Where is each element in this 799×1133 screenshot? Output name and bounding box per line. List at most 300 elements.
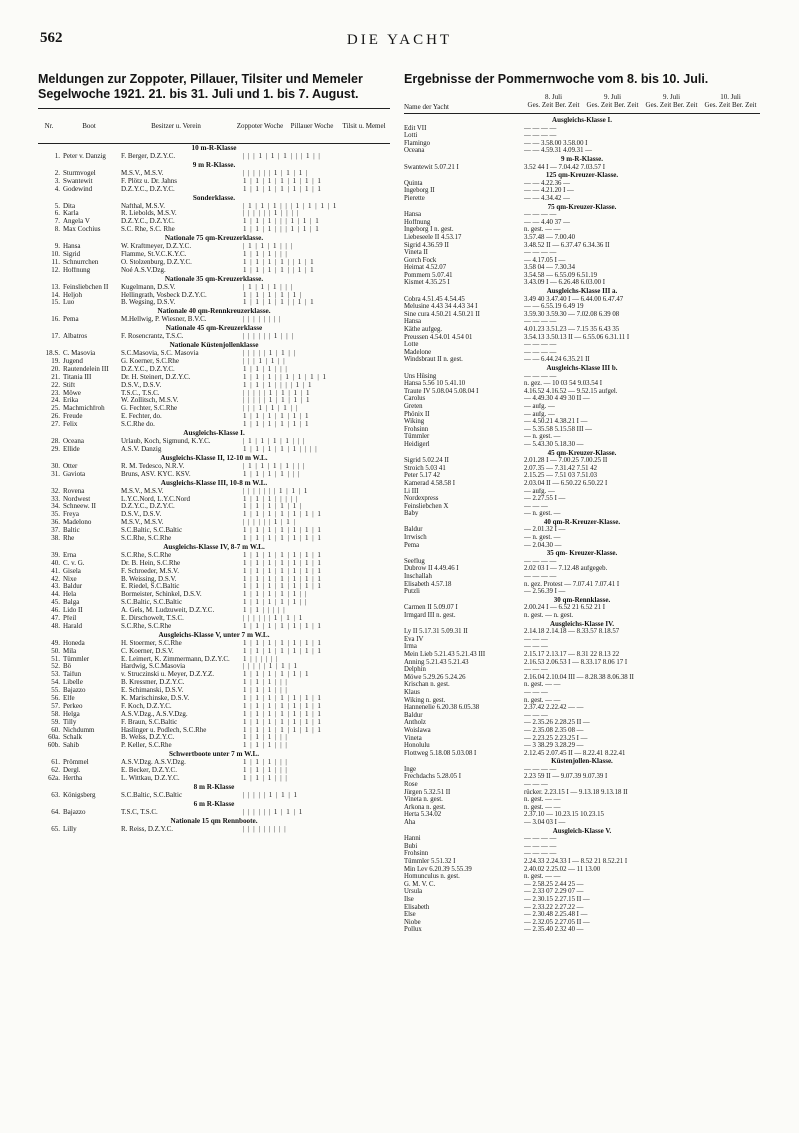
owner-club: F. Braun, S.C.Baltic xyxy=(121,718,178,726)
entry-number: 57. xyxy=(51,702,60,710)
race-times: — — 6.55.19 6.49 19 xyxy=(524,303,584,311)
regatta-marks: 1 | 1 | 1 | 1 | | 1 | 1 xyxy=(243,266,315,274)
table-row xyxy=(404,651,760,659)
registrations-list xyxy=(38,144,390,834)
table-row xyxy=(404,888,760,896)
race-times: — — — xyxy=(524,502,548,510)
table-row xyxy=(38,742,390,750)
regatta-marks: 1 | 1 | 1 | 1 | 1 | 1 | 1 xyxy=(243,622,322,630)
owner-club: D.Z.Y.C., D.Z.Y.C. xyxy=(121,503,175,511)
yacht-name: Phönix II xyxy=(404,410,430,418)
race-times: — — — — xyxy=(524,132,557,140)
table-row xyxy=(404,164,760,172)
entry-number: 38. xyxy=(51,534,60,542)
registrations-column xyxy=(38,72,390,834)
yacht-name: Liebeseele II 4.53.17 xyxy=(404,233,462,241)
regatta-marks: | | | | | | | | xyxy=(243,316,282,324)
results-list xyxy=(404,116,760,934)
yacht-name: Wiking xyxy=(404,418,425,426)
entry-number: 19. xyxy=(51,358,60,366)
race-times: 2.14.18 2.14.18 — 8.33.57 8.18.57 xyxy=(524,628,620,636)
header-nr: Nr. xyxy=(38,109,60,144)
race-times: — 2.33 07 2.29 07 — xyxy=(524,888,584,896)
owner-club: S.C.Rhe, S.C.Rhe xyxy=(121,534,172,542)
entry-number: 30. xyxy=(51,462,60,470)
table-row xyxy=(404,495,760,503)
yacht-name: Tümmler xyxy=(404,433,430,441)
boat-name: Bajazzo xyxy=(63,687,86,695)
race-times: — 5.43.30 5.18.30 — xyxy=(524,440,584,448)
table-row xyxy=(38,170,390,178)
boat-name: C. Masovia xyxy=(63,350,96,358)
table-row xyxy=(404,534,760,542)
boat-name: Hoffnung xyxy=(63,266,91,274)
race-times: 3.43.09 I — 6.26.48 6.03.00 I xyxy=(524,279,605,287)
table-row xyxy=(38,382,390,390)
race-times: — 5.35.58 5.15.58 III — xyxy=(524,425,592,433)
table-row xyxy=(404,835,760,843)
table-row xyxy=(38,552,390,560)
entry-number: 11. xyxy=(51,258,60,266)
owner-club: M.S.V., M.S.V. xyxy=(121,169,164,177)
table-row xyxy=(404,750,760,758)
table-row xyxy=(404,674,760,682)
regatta-marks: 1 | 1 | 1 | | | xyxy=(243,742,288,750)
table-row xyxy=(404,819,760,827)
yacht-name: Vineta xyxy=(404,734,422,742)
header-tilsit: Tilsit u. Memel xyxy=(338,109,390,144)
entry-number: 31. xyxy=(51,470,60,478)
table-row xyxy=(404,226,760,234)
entry-number: 61. xyxy=(51,759,60,767)
yacht-name: Elisabeth 4.57.18 xyxy=(404,580,452,588)
yacht-name: Pema xyxy=(404,541,420,549)
regatta-marks: 1 | 1 | 1 | 1 | 1 | 1 | 1 xyxy=(243,702,322,710)
table-row xyxy=(38,299,390,307)
table-row xyxy=(38,560,390,568)
table-row xyxy=(404,249,760,257)
class-heading: Schwertboote unter 7 m W.L. xyxy=(168,750,260,759)
race-times: — — — — xyxy=(524,124,557,132)
race-times: n. gest. — — xyxy=(524,696,561,704)
boat-name: Baldur xyxy=(63,583,83,591)
race-times: 3.52 44 I — 7.04.42 7.03.57 I xyxy=(524,163,605,171)
yacht-name: Hanni xyxy=(404,835,421,843)
table-row xyxy=(38,350,390,358)
boat-name: Mila xyxy=(63,647,77,655)
table-row xyxy=(404,373,760,381)
yacht-name: Preussen 4.54.01 4.54 01 xyxy=(404,333,473,341)
table-row xyxy=(404,581,760,589)
boat-name: Dita xyxy=(63,202,76,210)
boat-name: Hansa xyxy=(63,243,81,251)
boat-name: Gaviota xyxy=(63,470,86,478)
yacht-name: Edit VII xyxy=(404,124,427,132)
table-row xyxy=(38,488,390,496)
race-times: — aufg. — xyxy=(524,402,555,410)
yacht-name: Hoffnung xyxy=(404,218,431,226)
table-row xyxy=(38,463,390,471)
yacht-name: Krischan n. gest. xyxy=(404,681,450,689)
yacht-name: Aha xyxy=(404,819,416,827)
entry-number: 60. xyxy=(51,726,60,734)
boat-name: Pema xyxy=(63,316,79,324)
entry-number: 1. xyxy=(54,153,60,160)
yacht-name: Antholz xyxy=(404,719,426,727)
entry-number: 29. xyxy=(51,445,60,453)
regatta-marks: | | | | | | 1 | 1 | xyxy=(243,519,296,527)
regatta-marks: 1 | 1 | 1 | 1 | 1 | 1 | 1 xyxy=(243,647,322,655)
owner-club: Kugelmann, D.S.V. xyxy=(121,283,176,291)
table-row xyxy=(404,926,760,934)
table-row xyxy=(404,279,760,287)
regatta-marks: | | | | | | 1 | | | | xyxy=(243,210,300,218)
yacht-name: Ingeborg I n. gest. xyxy=(404,226,454,234)
entry-number: 63. xyxy=(51,791,60,799)
boat-name: Sturmvogel xyxy=(63,169,96,177)
owner-club: Urlaub, Koch, Sigmund, K.Y.C. xyxy=(121,438,211,446)
owner-club: O. Stolzenburg, D.Z.Y.C. xyxy=(121,258,192,266)
registrations-table-header xyxy=(38,108,390,144)
class-heading: Ausgleichs-Klasse IV. xyxy=(549,619,615,628)
entry-number: 48. xyxy=(51,622,60,630)
yacht-name: Li III xyxy=(404,487,419,495)
entry-number: 47. xyxy=(51,614,60,622)
table-row xyxy=(404,303,760,311)
yacht-name: Arkona n. gest. xyxy=(404,803,446,811)
boat-name: Tümmler xyxy=(63,655,90,663)
race-times: — — 6.44.24 6.35.21 II xyxy=(524,356,590,364)
yacht-name: Jürgen 5.32.51 II xyxy=(404,788,451,796)
regatta-marks: | | | | | | 1 | 1 | 1 | xyxy=(243,169,309,177)
entry-number: 21. xyxy=(51,373,60,381)
owner-club: Bormeister, Schinkel, D.S.V. xyxy=(121,591,202,599)
owner-club: W. Zollitsch, M.S.V. xyxy=(121,397,179,405)
class-heading: 8 m R-Klasse xyxy=(193,782,235,791)
table-row xyxy=(404,881,760,889)
owner-club: E. Leimert, K. Zimmermann, D.Z.Y.C. xyxy=(121,655,230,663)
class-heading: Nationale 35 qm-Kreuzerklasse. xyxy=(164,274,264,283)
entry-number: 18.S. xyxy=(45,350,60,358)
regatta-marks: | | | | | | 1 | 1 | 1 xyxy=(243,614,304,622)
table-row xyxy=(38,292,390,300)
owner-club: D.Z.Y.C., D.Z.Y.C. xyxy=(121,365,175,373)
owner-club: v. Struczinski u. Meyer, D.Z.Y.Z. xyxy=(121,671,215,679)
race-times: n. gest. — n. gest. xyxy=(524,612,574,619)
results-column xyxy=(404,72,760,934)
entry-number: 28. xyxy=(51,438,60,446)
table-row xyxy=(404,488,760,496)
entry-number: 15. xyxy=(51,299,60,307)
table-row xyxy=(404,573,760,581)
running-head: DIE YACHT xyxy=(346,32,453,48)
regatta-marks: 1 | 1 | 1 | | 1 | 1 | 1 | 1 xyxy=(243,373,328,381)
yacht-name: Hansa 5.56 10 5.41.10 xyxy=(404,380,466,388)
regatta-marks: 1 | 1 | 1 | 1 | 1 | 1 | 1 xyxy=(243,726,322,734)
class-heading: 30 qm-Rennklasse. xyxy=(553,595,611,604)
table-row xyxy=(38,640,390,648)
results-title: Ergebnisse der Pommernwoche vom 8. bis 10. Juli. xyxy=(404,72,709,86)
race-times: — — — xyxy=(524,711,548,719)
table-row xyxy=(404,465,760,473)
class-heading: 9 m R-Klasse. xyxy=(192,160,236,169)
regatta-marks: 1 | 1 | 1 | | | 1 | 1 | 1 xyxy=(243,218,320,226)
entry-number: 13. xyxy=(51,283,60,291)
race-times: — — 3.58.00 3.58.00 I xyxy=(524,139,588,147)
class-heading: Küstenjollen-Klasse. xyxy=(551,757,613,766)
class-heading: Sonderklasse. xyxy=(192,193,236,202)
yacht-name: Irma xyxy=(404,643,417,651)
boat-name: Sigrid xyxy=(63,251,81,259)
table-row xyxy=(38,607,390,615)
table-row xyxy=(38,687,390,695)
table-row xyxy=(38,413,390,421)
table-row xyxy=(404,503,760,511)
yacht-name: Carolus xyxy=(404,395,426,403)
yacht-name: Delphin xyxy=(404,666,426,674)
boat-name: Libelle xyxy=(63,679,83,687)
table-row xyxy=(404,773,760,781)
boat-name: Erika xyxy=(63,397,79,405)
yacht-name: Mein Lieb 5.21.43 5.21.43 III xyxy=(404,650,486,658)
yacht-name: Pollux xyxy=(404,926,422,934)
race-times: 2.16.04 2.10.04 III — 8.28.38 8.06.38 II xyxy=(524,673,634,681)
owner-club: Hellingrath, Vosbeck D.Z.Y.C. xyxy=(121,291,207,299)
regatta-marks: | 1 | 1 | 1 | 1 | | | xyxy=(243,438,306,446)
race-times: — — — — xyxy=(524,348,557,356)
owner-club: E. Schimanski, D.S.V. xyxy=(121,687,184,695)
yacht-name: Hannenelie 6.20.38 6.05.38 xyxy=(404,704,480,712)
class-heading: 6 m R-Klasse xyxy=(193,799,235,808)
entry-number: 41. xyxy=(51,567,60,575)
owner-club: G. Fechter, S.C.Rhe xyxy=(121,405,178,413)
class-heading: 9 m-R-Klasse. xyxy=(561,154,603,163)
owner-club: S.C. Rhe, S.C. Rhe xyxy=(121,226,175,234)
table-row xyxy=(404,565,760,573)
regatta-marks: 1 | 1 | 1 | 1 | 1 | | xyxy=(243,591,308,599)
entry-number: 46. xyxy=(51,607,60,615)
table-row xyxy=(38,703,390,711)
race-times: 2.00.24 I — 6.52 21 6.52 21 I xyxy=(524,604,605,612)
boat-name: Balga xyxy=(63,599,80,607)
table-row xyxy=(404,242,760,250)
boat-name: Ellide xyxy=(63,445,80,453)
entry-number: 20. xyxy=(51,365,60,373)
table-row xyxy=(404,697,760,705)
race-times: — — — — xyxy=(524,850,557,858)
yacht-name: Carmen II 5.09.07 I xyxy=(404,604,458,612)
class-heading: Nationale 75 qm-Kreuzerklasse. xyxy=(164,234,264,243)
boat-name: Titania III xyxy=(63,373,92,381)
class-heading: Nationale 15 qm Rennboote. xyxy=(170,816,258,825)
header-pillau: Pillauer Woche xyxy=(286,109,338,144)
race-times: — 4.49.30 4 49 30 II — xyxy=(524,395,590,403)
table-row xyxy=(404,789,760,797)
table-row xyxy=(38,695,390,703)
race-times: — 2.30.15 2.27.15 II — xyxy=(524,895,590,903)
boat-name: Schnurrchen xyxy=(63,258,99,266)
race-times: 3.54.58 — 6.55.09 6.51.19 xyxy=(524,271,598,279)
table-row xyxy=(38,734,390,742)
yacht-name: Anning 5.21.43 5.21.43 xyxy=(404,658,469,666)
regatta-marks: | | | 1 | 1 | 1 | | xyxy=(243,405,299,413)
owner-club: A.S.V.Dzg. A.S.V.Dzg. xyxy=(121,759,186,767)
race-times: — 2.35.08 2.35 08 — xyxy=(524,726,584,734)
owner-club: M.Hellwig, P. Wiesner, B.V.C. xyxy=(121,316,207,324)
regatta-marks: 1 | 1 | 1 | 1 | 1 | 1 | 1 xyxy=(243,527,322,535)
boat-name: Hertha xyxy=(63,775,83,782)
table-row xyxy=(38,576,390,584)
regatta-marks: 1 | 1 | 1 | | | xyxy=(243,767,288,775)
owner-club: K. Marischinske, D.S.V. xyxy=(121,694,190,702)
regatta-marks: 1 | 1 | 1 | 1 | 1 | 1 | 1 xyxy=(243,694,322,702)
entry-number: 14. xyxy=(51,291,60,299)
entry-number: 39. xyxy=(51,551,60,559)
regatta-marks: 1 | 1 | 1 | | | xyxy=(243,759,288,767)
class-heading: 75 qm-Kreuzer-Klasse. xyxy=(547,202,617,211)
table-row xyxy=(404,681,760,689)
header-zoppot: Zoppoter Woche xyxy=(234,109,286,144)
table-row xyxy=(38,663,390,671)
yacht-name: Oceana xyxy=(404,147,425,155)
table-row xyxy=(404,480,760,488)
yacht-name: Baby xyxy=(404,510,419,518)
boat-name: Freya xyxy=(63,511,79,519)
owner-club: Nafthal, M.S.V. xyxy=(121,202,166,210)
race-times: — — — — xyxy=(524,573,557,581)
table-row xyxy=(404,180,760,188)
table-row xyxy=(404,349,760,357)
entry-number: 5. xyxy=(54,202,60,210)
boat-name: Heljoh xyxy=(63,291,83,299)
boat-name: Lilly xyxy=(63,825,77,833)
yacht-name: Irmgard III n. gest. xyxy=(404,612,456,619)
regatta-marks: | 1 | 1 | 1 | | | xyxy=(243,283,293,291)
race-times: — 3.04 03 I — xyxy=(524,819,566,827)
yacht-name: Inschallah xyxy=(404,573,432,581)
boat-name: Nordwest xyxy=(63,495,91,503)
regatta-marks: | 1 | 1 | 1 | 1 | | | xyxy=(243,462,306,470)
yacht-name: Möwe 5.29.26 5.24.26 xyxy=(404,673,466,681)
race-times: 2.02 03 I — 7.12.48 aufgegeb. xyxy=(524,565,608,573)
boat-name: Baltic xyxy=(63,527,80,535)
entry-number: 16. xyxy=(51,316,60,324)
table-row xyxy=(404,418,760,426)
regatta-marks: 1 | 1 | 1 | 1 | 1 | 1 | 1 xyxy=(243,583,322,591)
owner-club: A.S.V.Dzg., A.S.V.Dzg. xyxy=(121,710,188,718)
class-heading: 40 qm-R-Kreuzer-Klasse. xyxy=(543,517,621,526)
table-row xyxy=(38,203,390,211)
entry-number: 54. xyxy=(51,679,60,687)
boat-name: Machmichfroh xyxy=(63,405,105,413)
regatta-marks: 1 | 1 | 1 | | | xyxy=(243,775,288,782)
table-row xyxy=(404,689,760,697)
regatta-marks: 1 | 1 | 1 | 1 | 1 | 1 xyxy=(243,413,310,421)
entry-number: 33. xyxy=(51,495,60,503)
regatta-marks: 1 | 1 | 1 | | | xyxy=(243,251,288,259)
table-row xyxy=(38,679,390,687)
class-heading: Ausgleichs-Klasse II, 12-10 m W.L. xyxy=(160,453,268,462)
regatta-marks: | | | | | 1 | 1 | | xyxy=(243,350,296,358)
boat-name: Möwe xyxy=(63,389,81,397)
race-times: 2.40.02 2.25.02 — 11 13.00 xyxy=(524,865,601,873)
regatta-marks: | | | | | | | | | xyxy=(243,825,287,833)
entry-number: 42. xyxy=(51,575,60,583)
entry-number: 3. xyxy=(54,177,60,185)
owner-club: A. Gels, M. Ludzuweit, D.Z.Y.C. xyxy=(121,607,215,615)
entry-number: 49. xyxy=(51,639,60,647)
table-row xyxy=(38,519,390,527)
regatta-marks: 1 | 1 | 1 | 1 | 1 | 1 | 1 xyxy=(243,551,322,559)
owner-club: M.S.V., M.S.V. xyxy=(121,487,164,495)
entry-number: 27. xyxy=(51,421,60,429)
yacht-name: Wiking n. gest. xyxy=(404,696,446,704)
owner-club: P. Keller, S.C.Rhe xyxy=(121,742,172,750)
entry-number: 37. xyxy=(51,527,60,535)
class-heading: Ausgleichs-Klasse V, unter 7 m W.L. xyxy=(158,630,270,639)
regatta-marks: 1 | 1 | 1 | 1 | 1 | 1 | 1 xyxy=(243,575,322,583)
table-row xyxy=(404,187,760,195)
race-times: n. gest. — — xyxy=(524,873,561,881)
regatta-marks: 1 | 1 | 1 | 1 | | 1 | 1 xyxy=(243,258,315,266)
table-row xyxy=(38,759,390,767)
table-row xyxy=(404,843,760,851)
header-day-9b: 9. Juli Ges. Zeit Ber. Zeit xyxy=(645,93,698,109)
regatta-marks: | | | | | | | 1 | 1 | 1 xyxy=(243,487,309,495)
regatta-marks: 1 | 1 | 1 | | | 1 | 1 | 1 xyxy=(243,226,320,234)
header-yacht-name: Name der Yacht xyxy=(404,103,449,111)
owner-club: S.C.Baltic, S.C.Baltic xyxy=(121,527,183,535)
yacht-name: Lotti xyxy=(404,132,418,140)
regatta-marks: 1 | | | | | | xyxy=(243,655,279,663)
entry-number: 2. xyxy=(54,169,60,177)
class-heading: Ausgleichs-Klasse IV, 8-7 m W.L. xyxy=(163,542,265,551)
entry-number: 10. xyxy=(51,251,60,259)
race-times: — — — — xyxy=(524,842,557,850)
entry-number: 32. xyxy=(51,487,60,495)
table-row xyxy=(38,405,390,413)
race-times: — 2.23.25 2.23.25 I — xyxy=(524,734,588,742)
table-row xyxy=(404,341,760,349)
class-heading: Ausgleich-Klasse V. xyxy=(552,826,612,835)
race-times: n. gez. — 10 03 54 9.03.54 I xyxy=(524,380,602,388)
entry-number: 34. xyxy=(51,503,60,511)
yacht-name: Vineta n. gest. xyxy=(404,796,443,804)
entry-number: 50. xyxy=(51,647,60,655)
race-times: — n. gest. — xyxy=(524,534,561,542)
regatta-marks: 1 | 1 | 1 | 1 | 1 | xyxy=(243,503,303,511)
boat-name: Prömmel xyxy=(63,759,89,767)
page-number: 562 xyxy=(40,30,63,46)
race-times: 2.23 59 II — 9.07.39 9.07.39 I xyxy=(524,773,608,781)
yacht-name: Pommern 5.07.41 xyxy=(404,271,453,279)
table-row xyxy=(38,615,390,623)
regatta-marks: 1 | 1 | 1 | 1 | | | xyxy=(243,470,301,478)
owner-club: Haslinger u. Podlech, S.C.Rhe xyxy=(121,726,207,734)
owner-club: E. Becker, D.Z.Y.C. xyxy=(121,767,177,775)
table-row xyxy=(38,656,390,664)
race-times: — n. gest. — xyxy=(524,433,561,441)
entry-number: 60a. xyxy=(48,734,60,742)
table-row xyxy=(38,496,390,504)
race-times: n. gest. — — xyxy=(524,796,561,804)
boat-name: Nixe xyxy=(63,575,77,583)
yacht-name: Ingeborg II xyxy=(404,187,435,195)
table-row xyxy=(38,583,390,591)
owner-club: D.S.V., D.S.V. xyxy=(121,381,162,389)
regatta-marks: | | | | | 1 | 1 | 1 xyxy=(243,663,299,671)
yacht-name: Honolulu xyxy=(404,742,430,750)
